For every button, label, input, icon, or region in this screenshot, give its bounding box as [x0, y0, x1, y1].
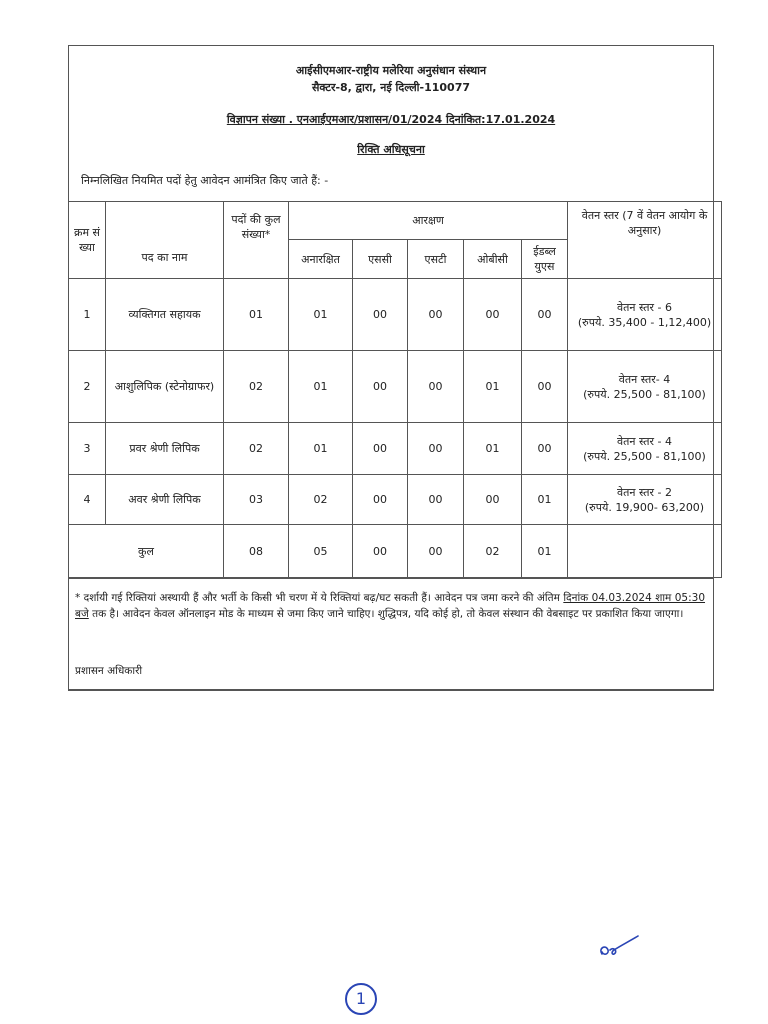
sc-count: 00	[353, 525, 408, 578]
obc-count: 01	[464, 423, 522, 475]
ews-count: 00	[522, 279, 568, 351]
intro-text: निम्नलिखित नियमित पदों हेतु आवेदन आमंत्रित किए जाते हैं: -	[81, 174, 329, 187]
notice-header	[69, 46, 713, 201]
total-row	[69, 525, 722, 578]
serial-number: 4	[69, 475, 106, 525]
post-name: अवर श्रेणी लिपिक	[106, 475, 224, 525]
pay-range-text: (रुपये. 25,500 - 81,100)	[583, 387, 706, 401]
page-number: 1	[345, 983, 377, 1015]
obc-count: 01	[464, 351, 522, 423]
notice-document	[68, 45, 714, 690]
notice-footnote	[68, 578, 714, 691]
ews-count: 00	[522, 351, 568, 423]
total-posts: 01	[224, 279, 289, 351]
header-post-name: पद का नाम	[106, 202, 224, 279]
pay-range-text: (रुपये. 19,900- 63,200)	[584, 500, 705, 514]
ews-count: 00	[522, 423, 568, 475]
pay-range-text: (रुपये. 25,500 - 81,100)	[583, 449, 706, 463]
pay-level	[568, 279, 722, 351]
unreserved-count: 01	[289, 423, 353, 475]
header-serial-number: क्रम सं ख्या	[69, 202, 106, 279]
serial-number: 3	[69, 423, 106, 475]
header-total-posts: पदों की कुल संख्या*	[224, 202, 289, 279]
st-count: 00	[408, 279, 464, 351]
footnote-part1: * दर्शायी गई रिक्तियां अस्थायी हैं और भर्ती के किसी भी चरण में ये रिक्तियां बढ़/घट सकती हैं। आवेदन पत्र जमा करने की अंतिम	[75, 592, 564, 604]
unreserved-count: 05	[289, 525, 353, 578]
vacancy-table	[68, 201, 722, 578]
header-ews: ईडब्ल युएस	[522, 240, 568, 279]
org-address: सैक्टर-8, द्वारा, नई दिल्ली-110077	[311, 81, 470, 94]
header-obc: ओबीसी	[464, 240, 522, 279]
pay-level	[568, 475, 722, 525]
deadline-text: दिनांक 04.03.2024 शाम 05:30 बजे	[75, 592, 706, 620]
header-st: एसटी	[408, 240, 464, 279]
pay-level-text: वेतन स्तर - 4	[617, 434, 672, 448]
pay-level	[568, 423, 722, 475]
ews-count: 01	[522, 525, 568, 578]
unreserved-count: 01	[289, 351, 353, 423]
ews-count: 01	[522, 475, 568, 525]
sc-count: 00	[353, 351, 408, 423]
st-count: 00	[408, 475, 464, 525]
post-name: व्यक्तिगत सहायक	[106, 279, 224, 351]
header-pay-level: वेतन स्तर (7 वें वेतन आयोग के अनुसार)	[568, 202, 722, 279]
header-unreserved: अनारक्षित	[289, 240, 353, 279]
table-row	[69, 423, 722, 475]
header-sc: एससी	[353, 240, 408, 279]
serial-number: 1	[69, 279, 106, 351]
sc-count: 00	[353, 279, 408, 351]
header-reservation: आरक्षण	[289, 202, 568, 240]
pay-level	[568, 525, 722, 578]
table-row	[69, 279, 722, 351]
st-count: 00	[408, 525, 464, 578]
table-header-row	[69, 202, 722, 240]
serial-number: 2	[69, 351, 106, 423]
obc-count: 02	[464, 525, 522, 578]
obc-count: 00	[464, 475, 522, 525]
post-name: आशुलिपिक (स्टेनोग्राफर)	[106, 351, 224, 423]
pay-range-text: (रुपये. 35,400 - 1,12,400)	[577, 315, 712, 329]
pay-level-text: वेतन स्तर - 2	[617, 485, 672, 499]
advertisement-number: विज्ञापन संख्या . एनआईएमआर/प्रशासन/01/2024 दिनांकित:17.01.2024	[226, 113, 556, 126]
unreserved-count: 01	[289, 279, 353, 351]
footnote-text	[75, 590, 705, 622]
unreserved-count: 02	[289, 475, 353, 525]
sc-count: 00	[353, 423, 408, 475]
st-count: 00	[408, 351, 464, 423]
total-posts: 03	[224, 475, 289, 525]
pay-level-text: वेतन स्तर - 6	[617, 300, 672, 314]
officer-designation: प्रशासन अधिकारी	[75, 665, 143, 677]
sc-count: 00	[353, 475, 408, 525]
pay-level-text: वेतन स्तर- 4	[618, 372, 671, 386]
footnote-part2: तक है। आवेदन केवल ऑनलाइन मोड के माध्यम से जमा किए जाने चाहिए। शुद्धिपत्र, यदि कोई हो, तो केवल संस्थान की वेबसाइट पर प्रकाशित किया जाएगा।	[88, 608, 684, 620]
total-posts: 02	[224, 423, 289, 475]
org-name: आईसीएमआर-राष्ट्रीय मलेरिया अनुसंधान संस्थान	[295, 64, 487, 77]
total-posts: 08	[224, 525, 289, 578]
pay-level	[568, 351, 722, 423]
signature-mark	[596, 930, 640, 960]
total-label: कुल	[69, 525, 224, 578]
table-row	[69, 475, 722, 525]
obc-count: 00	[464, 279, 522, 351]
total-posts: 02	[224, 351, 289, 423]
notice-title: रिक्ति अधिसूचना	[357, 143, 425, 156]
st-count: 00	[408, 423, 464, 475]
post-name: प्रवर श्रेणी लिपिक	[106, 423, 224, 475]
table-row	[69, 351, 722, 423]
